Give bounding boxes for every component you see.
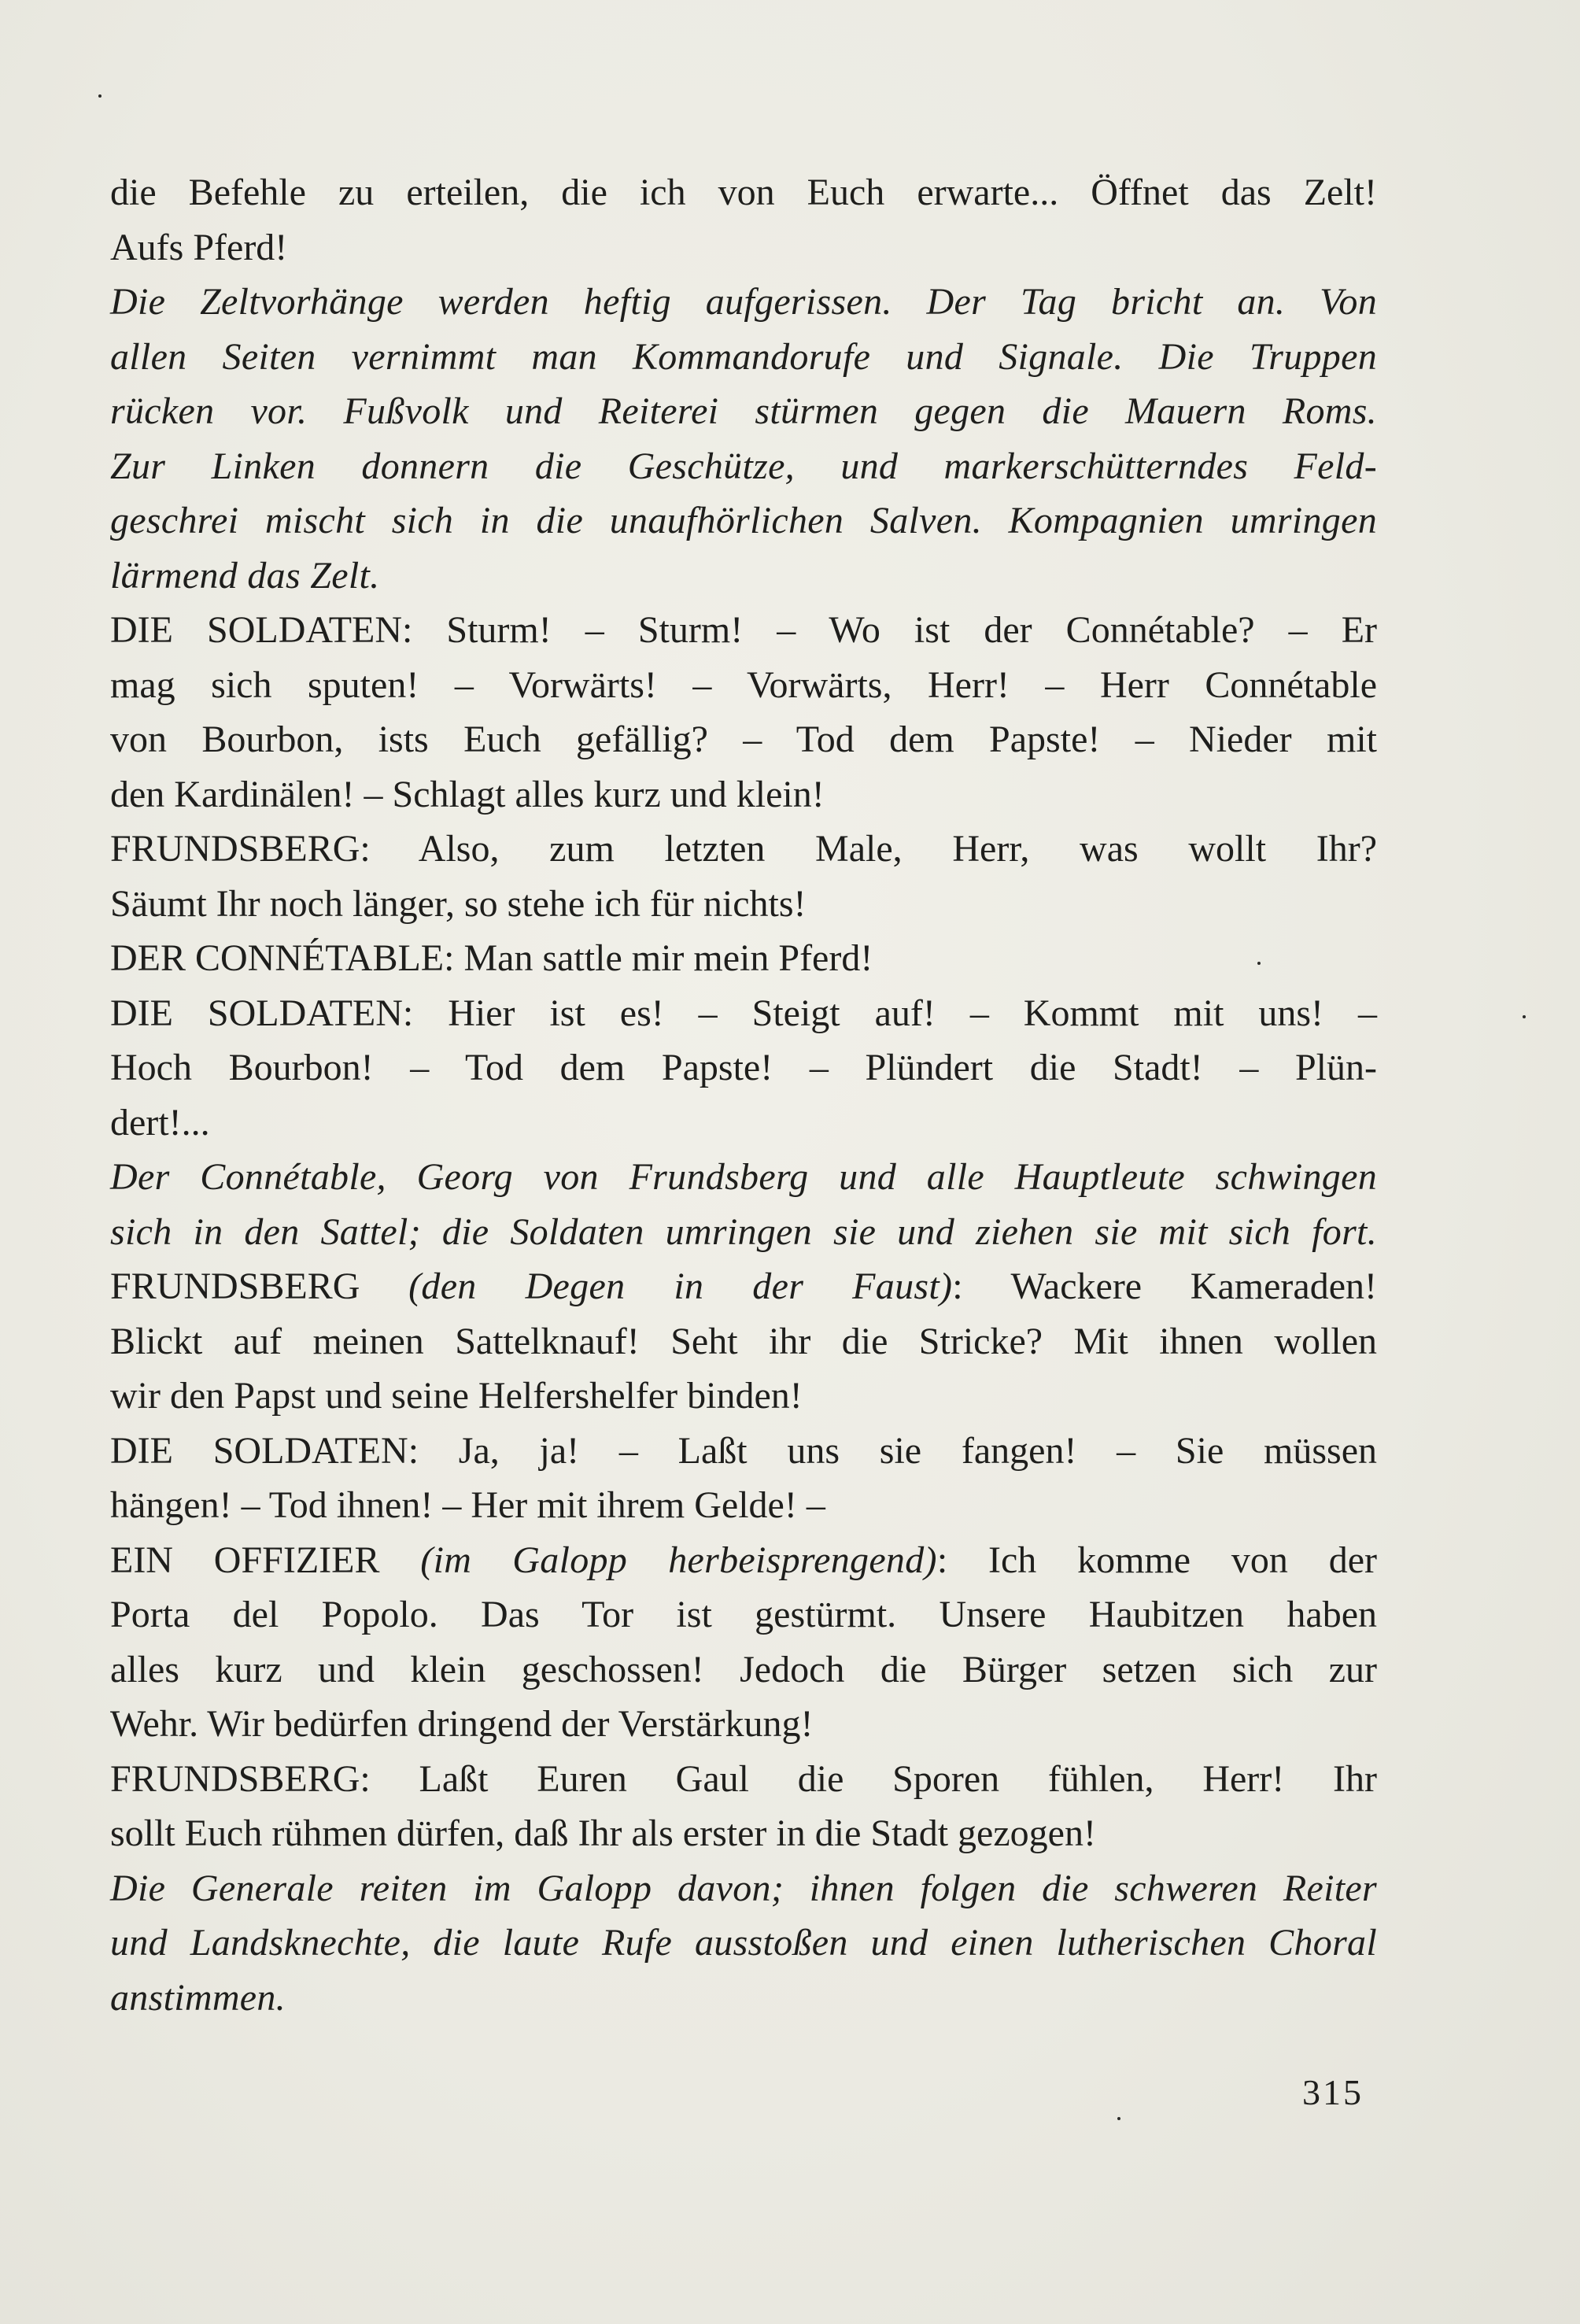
dialogue-line: Wehr. Wir bedürfen dringend der Verstärkung! (110, 1703, 814, 1745)
dialogue-line: DIE SOLDATEN: Sturm! – Sturm! – Wo ist der Connétable? – Er (110, 609, 1377, 651)
dialogue-line: DIE SOLDATEN: Ja, ja! – Laßt uns sie fangen! – Sie müssen (110, 1429, 1377, 1472)
speech-text: : Wackere Kameraden! (952, 1265, 1377, 1307)
dialogue-line: Säumt Ihr noch länger, so stehe ich für nichts! (110, 882, 807, 925)
stage-direction-line: Die Generale reiten im Galopp davon; ihnen folgen die schweren Reiter (110, 1867, 1377, 1909)
stage-direction-line: rücken vor. Fußvolk und Reiterei stürmen gegen die Mauern Roms. (110, 390, 1377, 432)
stage-direction-line: anstimmen. (110, 1976, 286, 2019)
text-line: die Befehle zu erteilen, die ich von Euch erwarte... Öffnet das Zelt! (110, 172, 1377, 213)
dialogue-line: Blickt auf meinen Sattelknauf! Seht ihr die Stricke? Mit ihnen wollen (110, 1320, 1377, 1362)
paper-speck (1117, 2117, 1120, 2120)
stage-direction-line: Zur Linken donnern die Geschütze, und markerschütterndes Feld- (110, 445, 1377, 487)
paper-speck (1257, 962, 1261, 965)
dialogue-line-mixed (110, 1259, 1377, 1314)
dialogue-line: Hoch Bourbon! – Tod dem Papste! – Plündert die Stadt! – Plün- (110, 1047, 1377, 1088)
text-line: Aufs Pferd! (110, 226, 288, 268)
dialogue-line: von Bourbon, ists Euch gefällig? – Tod dem Papste! – Nieder mit (110, 719, 1377, 760)
page-number: 315 (1302, 2072, 1364, 2112)
dialogue-line: FRUNDSBERG: Laßt Euren Gaul die Sporen fühlen, Herr! Ihr (110, 1757, 1377, 1800)
stage-direction-line: allen Seiten vernimmt man Kommandorufe und Signale. Die Truppen (110, 335, 1377, 378)
dialogue-line: den Kardinälen! – Schlagt alles kurz und klein! (110, 773, 825, 815)
inline-stage-direction: (im Galopp herbeisprengend) (420, 1539, 937, 1581)
dialogue-line-mixed (110, 1533, 1377, 1588)
stage-direction-line: geschrei mischt sich in die unaufhörlichen Salven. Kompagnien umringen (110, 500, 1377, 541)
dialogue-line: Porta del Popolo. Das Tor ist gestürmt. Unsere Haubitzen haben (110, 1594, 1377, 1635)
inline-stage-direction: (den Degen in der Faust) (408, 1265, 953, 1307)
dialogue-line: DIE SOLDATEN: Hier ist es! – Steigt auf! – Kommt mit uns! – (110, 992, 1377, 1034)
speaker-name: FRUNDSBERG (110, 1265, 409, 1307)
dialogue-line: sollt Euch rühmen dürfen, daß Ihr als erster in die Stadt gezogen! (110, 1812, 1096, 1854)
stage-direction-line: Der Connétable, Georg von Frundsberg und alle Hauptleute schwingen (110, 1156, 1377, 1198)
dialogue-line: dert!... (110, 1101, 210, 1144)
dialogue-line: hängen! – Tod ihnen! – Her mit ihrem Gelde! – (110, 1484, 825, 1526)
paper-speck (1523, 1015, 1526, 1018)
stage-direction-line: und Landsknechte, die laute Rufe ausstoßen und einen lutherischen Choral (110, 1922, 1377, 1964)
dialogue-line: alles kurz und klein geschossen! Jedoch die Bürger setzen sich zur (110, 1648, 1377, 1690)
speech-text: : Ich komme von der (936, 1539, 1377, 1581)
dialogue-line: wir den Papst und seine Helfershelfer binden! (110, 1375, 803, 1417)
speaker-name: EIN OFFIZIER (110, 1539, 421, 1581)
dialogue-line: DER CONNÉTABLE: Man sattle mir mein Pferd! (110, 937, 873, 979)
stage-direction-line: Die Zeltvorhänge werden heftig aufgerissen. Der Tag bricht an. Von (110, 281, 1377, 323)
paper-speck (98, 94, 102, 98)
dialogue-line: FRUNDSBERG: Also, zum letzten Male, Herr, was wollt Ihr? (110, 828, 1377, 870)
dialogue-line: mag sich sputen! – Vorwärts! – Vorwärts, Herr! – Herr Connétable (110, 663, 1377, 706)
stage-direction-line: sich in den Sattel; die Soldaten umringen sie und ziehen sie mit sich fort. (110, 1210, 1377, 1253)
page-text (110, 165, 1377, 2025)
stage-direction-line: lärmend das Zelt. (110, 554, 380, 597)
